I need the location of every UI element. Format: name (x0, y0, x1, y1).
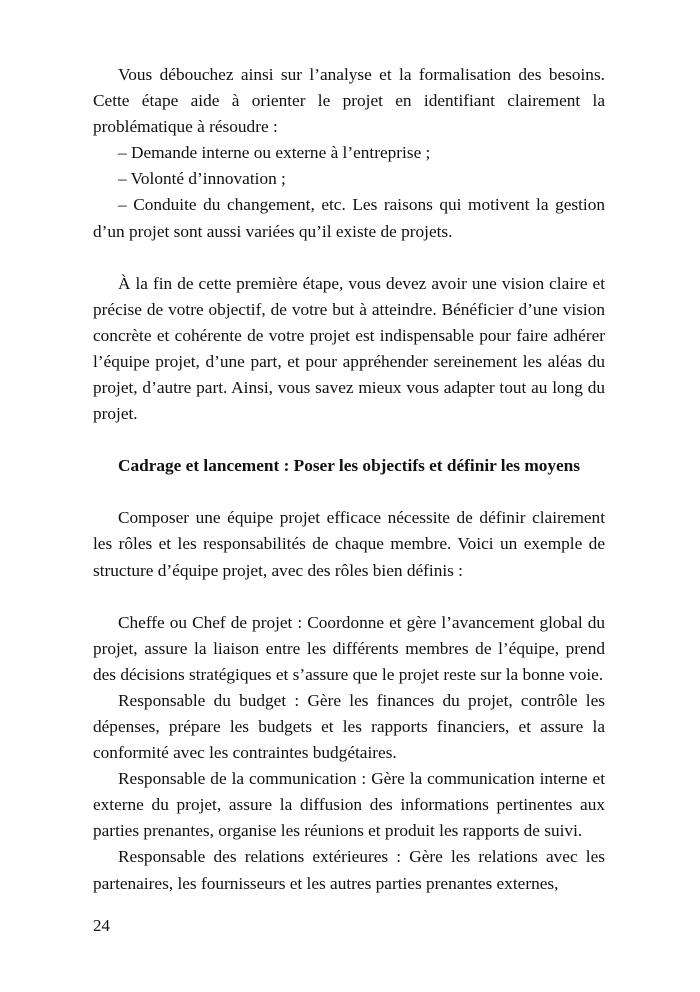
section-heading: Cadrage et lancement : Poser les objectifs et définir les moyens (118, 456, 581, 476)
role-communication-manager: Responsable de la communication : Gère la communication interne et externe du projet, assure la diffusion des informations pertinentes aux parties prenantes, organise les réunions et produit les rapports de suivi. (93, 769, 605, 841)
page-number: 24 (93, 916, 110, 935)
paragraph-gap (93, 479, 605, 505)
list-item-change-management: – Conduite du changement, etc. Les raisons qui motivent la gestion d’un projet sont aussi variées qu’il existe de projets. (93, 195, 605, 241)
list-item-internal-external-demand: – Demande interne ou externe à l’entreprise ; (118, 143, 431, 163)
paragraph-needs-analysis: Vous débouchez ainsi sur l’analyse et la formalisation des besoins. Cette étape aide à orienter le projet en identifiant clairement la problématique à résoudre : (93, 65, 605, 137)
body-text (93, 62, 605, 897)
list-item-innovation: – Volonté d’innovation ; (118, 169, 286, 189)
paragraph-gap (93, 584, 605, 610)
paragraph-clear-vision: À la fin de cette première étape, vous devez avoir une vision claire et précise de votre objectif, de votre but à atteindre. Bénéficier d’une vision concrète et cohérente de votre projet est indispensable pour faire adhérer l’équipe projet, d’une part, et pour appréhender sereinement les aléas du projet, d’autre part. Ainsi, vous savez mieux vous adapter tout au long du projet. (93, 273, 605, 424)
paragraph-project-team: Composer une équipe projet efficace nécessite de définir clairement les rôles et les responsabilités de chaque membre. Voici un exemple de structure d’équipe projet, avec des rôles bien définis : (93, 508, 605, 580)
role-budget-manager: Responsable du budget : Gère les finances du projet, contrôle les dépenses, prépare les budgets et les rapports financiers, et assure la conformité avec les contraintes budgétaires. (93, 690, 605, 763)
role-project-manager: Cheffe ou Chef de projet : Coordonne et gère l’avancement global du projet, assure la liaison entre les différents membres de l’équipe, prend des décisions stratégiques et s’assure que le projet reste sur la bonne voie. (93, 612, 605, 684)
paragraph-gap (93, 427, 605, 453)
role-external-relations-manager: Responsable des relations extérieures : Gère les relations avec les partenaires, les fournisseurs et les autres parties prenantes externes, (93, 847, 605, 893)
paragraph-gap (93, 245, 605, 271)
